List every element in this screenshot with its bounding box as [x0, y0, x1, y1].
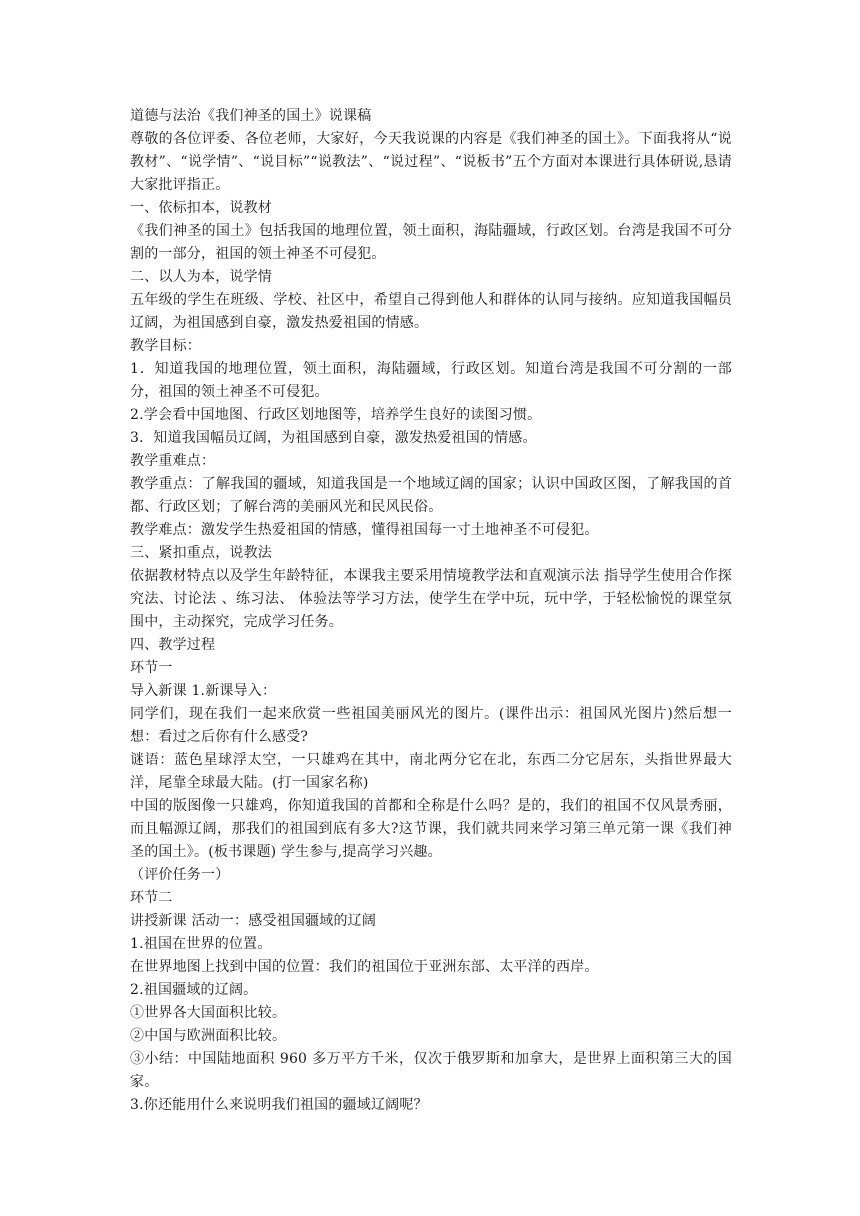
section-heading-process: 四、教学过程 — [130, 637, 216, 653]
intro-lesson-paragraph: 同学们，现在我们一起来欣赏一些祖国美丽风光的图片。(课件出示：祖国风光图片)然后想一想：看过之后你有什么感受? — [130, 706, 732, 745]
intro-paragraph: 尊敬的各位评委、各位老师，大家好，今天我说课的内容是《我们神圣的国土》。下面我将从“说教材”、“说学情”、“说目标”“说教法”、“说过程”、“说板书”五个方面对本课进行具体研说,恳请大家批评指正。 — [130, 131, 732, 193]
stage-one-heading: 环节一 — [130, 660, 173, 676]
methods-paragraph: 依据教材特点以及学生年龄特征，本课我主要采用情境教学法和直观演示法 指导学生使用合作探究法、讨论法 、练习法、 体验法等学习方法，使学生在学中玩，玩中学，于轻松愉悦的课堂氛围中，主动探究，完成学习任务。 — [130, 568, 732, 630]
key-points-heading: 教学重难点： — [130, 453, 216, 469]
objective-item-1: 1．知道我国的地理位置，领土面积，海陆疆域，行政区划。知道台湾是我国不可分割的一部分，祖国的领土神圣不可侵犯。 — [130, 361, 732, 400]
section-heading-students: 二、以人为本，说学情 — [130, 269, 272, 285]
stage-two-heading: 环节二 — [130, 890, 173, 906]
textbook-paragraph: 《我们神圣的国土》包括我国的地理位置，领土面积，海陆疆域，行政区划。台湾是我国不可分割的一部分，祖国的领土神圣不可侵犯。 — [130, 223, 732, 262]
objective-item-3: 3．知道我国幅员辽阔，为祖国感到自豪，激发热爱祖国的情感。 — [130, 430, 537, 446]
intro-lesson-heading: 导入新课 1.新课导入： — [130, 683, 277, 699]
compare-europe-item: ②中国与欧洲面积比较。 — [130, 1028, 287, 1044]
compare-countries-item: ①世界各大国面积比较。 — [130, 1005, 287, 1021]
world-position-item: 1.祖国在世界的位置。 — [130, 936, 272, 952]
territory-vast-item: 2.祖国疆域的辽阔。 — [130, 982, 258, 998]
students-paragraph: 五年级的学生在班级、学校、社区中，希望自己得到他人和群体的认同与接纳。应知道我国幅员辽阔，为祖国感到自豪，激发热爱祖国的情感。 — [130, 292, 732, 331]
question-item: 3.你还能用什么来说明我们祖国的疆域辽阔呢？ — [130, 1097, 428, 1113]
document-title: 道德与法治《我们神圣的国土》说课稿 — [130, 108, 372, 124]
difficulty-paragraph: 教学难点：激发学生热爱祖国的情感，懂得祖国每一寸土地神圣不可侵犯。 — [130, 522, 599, 538]
activity-one-heading: 讲授新课 活动一：感受祖国疆域的辽阔 — [130, 913, 377, 929]
map-rooster-paragraph: 中国的版图像一只雄鸡，你知道我国的首都和全称是什么吗？是的，我们的祖国不仅风景秀丽，而且幅源辽阔，那我们的祖国到底有多大?这节课，我们就共同来学习第三单元第一课《我们神圣的国土》。(板书课题) 学生参与,提高学习兴趣。 — [130, 798, 732, 860]
document-page — [130, 105, 732, 1117]
section-heading-methods: 三、紧扣重点，说教法 — [130, 545, 272, 561]
world-position-paragraph: 在世界地图上找到中国的位置：我们的祖国位于亚洲东部、太平洋的西岸。 — [130, 959, 599, 975]
objective-item-2: 2.学会看中国地图、行政区划地图等，培养学生良好的读图习惯。 — [130, 407, 542, 423]
section-heading-textbook: 一、依标扣本，说教材 — [130, 200, 272, 216]
riddle-paragraph: 谜语：蓝色星球浮太空，一只雄鸡在其中，南北两分它在北，东西二分它居东，头指世界最大洋，尾靠全球最大陆。(打一国家名称) — [130, 752, 732, 791]
evaluation-task-one: （评价任务一） — [130, 867, 230, 883]
summary-item: ③小结：中国陆地面积 960 多万平方千米，仅次于俄罗斯和加拿大，是世界上面积第三大的国家。 — [130, 1051, 732, 1090]
objectives-heading: 教学目标： — [130, 338, 201, 354]
key-point-paragraph: 教学重点：了解我国的疆域，知道我国是一个地域辽阔的国家；认识中国政区图，了解我国的首都、行政区划；了解台湾的美丽风光和民风民俗。 — [130, 476, 732, 515]
